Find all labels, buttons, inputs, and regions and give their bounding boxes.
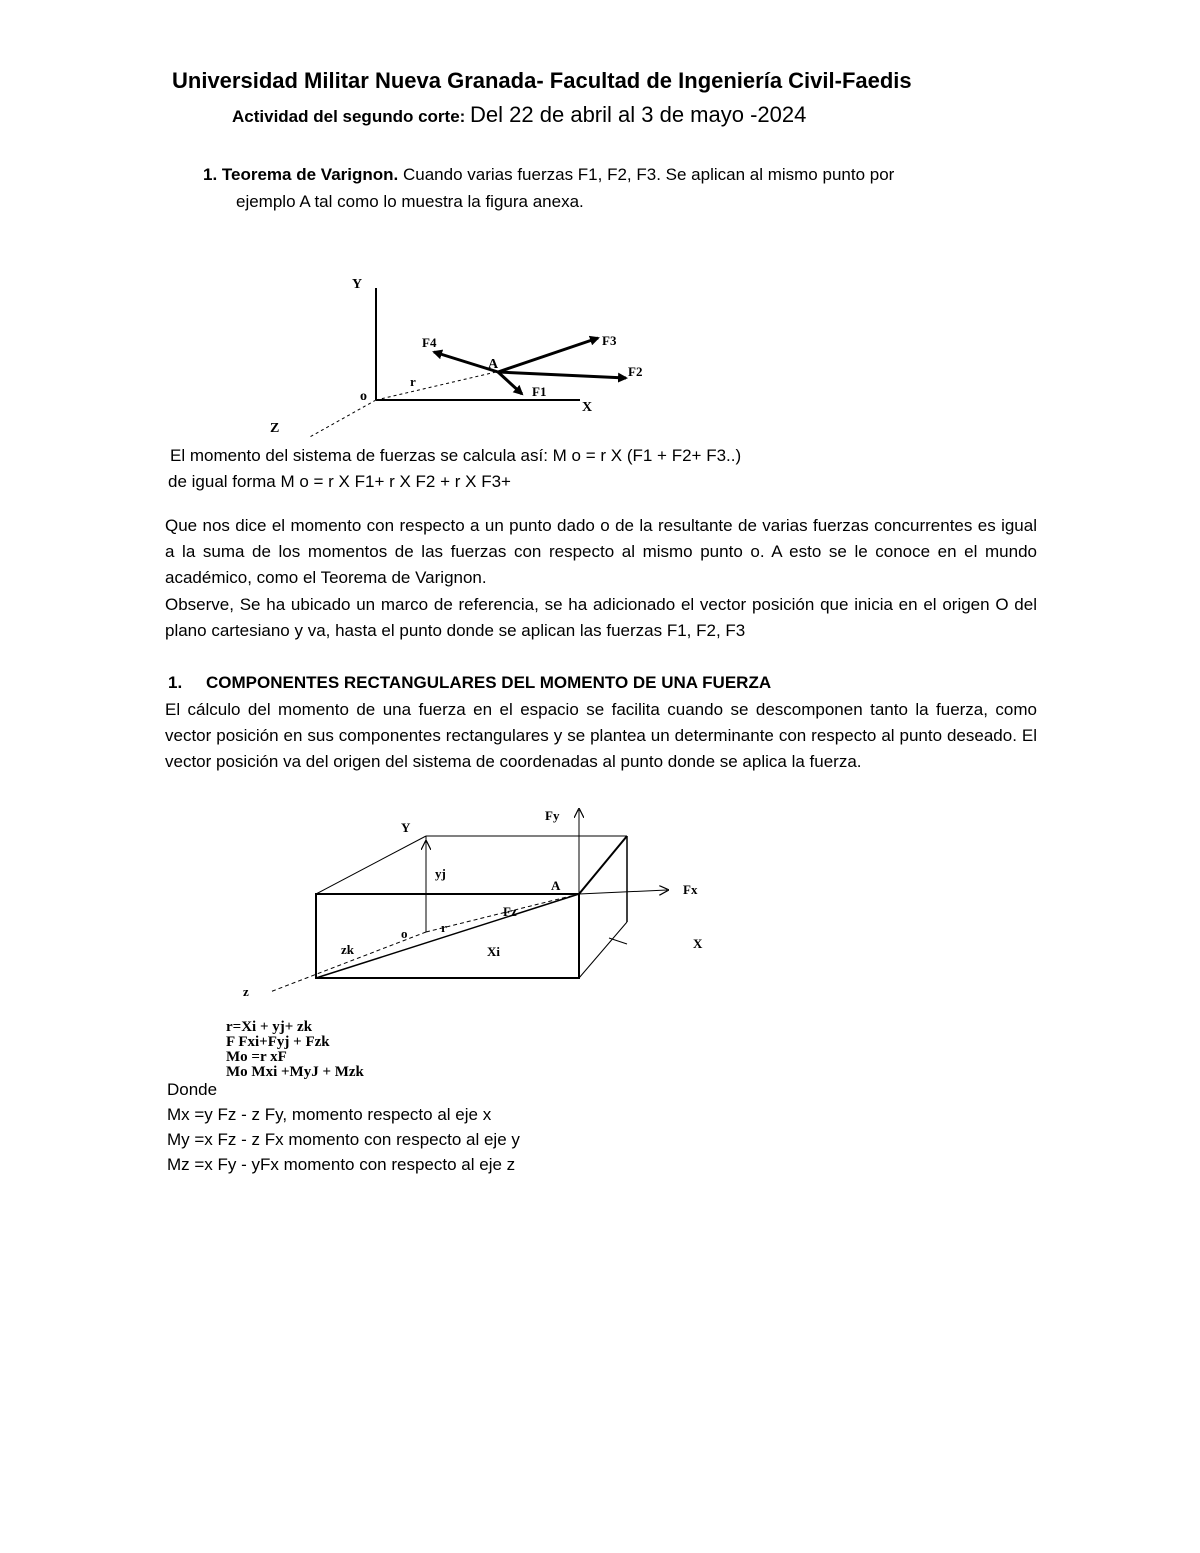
activity-dates: Del 22 de abril al 3 de mayo -2024: [470, 102, 807, 127]
section2-heading: COMPONENTES RECTANGULARES DEL MOMENTO DE UNA FUERZA: [206, 673, 772, 692]
fx-label: Fx: [683, 882, 698, 897]
force-f1-arrow: [498, 372, 522, 394]
fy-label: Fy: [545, 808, 560, 823]
f3-label: F3: [602, 333, 617, 348]
diagonal-line: [316, 894, 579, 978]
equation-mo-components: Mo Mxi +MyJ + Mzk: [226, 1064, 364, 1080]
section2-heading-number: 1.: [168, 673, 183, 692]
mz-definition: Mz =x Fy - yFx momento con respecto al eje z: [167, 1155, 516, 1174]
equation-f: F Fxi+Fyj + Fzk: [226, 1034, 330, 1050]
fx-arrow: [579, 890, 667, 894]
force-f2-arrow: [498, 372, 626, 378]
varignon-figure: [260, 270, 680, 440]
f1-label: F1: [532, 384, 547, 399]
z-axis-label: z: [243, 984, 249, 999]
section1-heading: 1. Teorema de Varignon.: [203, 165, 399, 184]
f4-label: F4: [422, 335, 437, 350]
zk-label: zk: [341, 942, 354, 957]
activity-label: Actividad del segundo corte:: [232, 107, 466, 126]
yj-label: yj: [435, 866, 446, 881]
z-axis-line: [270, 932, 426, 992]
y-axis-label: Y: [401, 820, 411, 835]
point-a-label: A: [488, 357, 499, 372]
y-axis-label: Y: [352, 277, 363, 292]
equation-r: r=Xi + yj+ zk: [226, 1019, 313, 1035]
origin-label: o: [401, 926, 408, 941]
xi-label: Xi: [487, 944, 500, 959]
equations-block: [226, 1020, 364, 1080]
section1-intro-line1: [203, 162, 894, 188]
donde-label: Donde: [167, 1080, 218, 1099]
position-vector-r: [376, 372, 496, 400]
activity-subtitle: [232, 102, 806, 128]
f2-label: F2: [628, 364, 643, 379]
point-a-label: A: [551, 878, 561, 893]
x-axis-label: X: [582, 400, 593, 415]
rectangular-components-paragraph: El cálculo del momento de una fuerza en el espacio se facilita cuando se descomponen tanto la fuerza, como vector posición en sus componentes rectangulares y se plantea un determinante con respecto al punto deseado. El vector posición va del origen del sistema de coordenadas al punto donde se aplica la fuerza.: [165, 700, 1037, 771]
fz-label: Fz: [503, 904, 517, 919]
box-edge-bottom-right: [579, 922, 627, 978]
section1-intro-text: Cuando varias fuerzas F1, F2, F3. Se aplican al mismo punto por: [398, 165, 895, 184]
moment-formula-line1: El momento del sistema de fuerzas se calcula así: M o = r X (F1 + F2+ F3..): [170, 446, 742, 465]
reference-frame-paragraph: Observe, Se ha ubicado un marco de referencia, se ha adicionado el vector posición que inicia en el origen O del plano cartesiano y va, hasta el punto donde se aplican las fuerzas F1, F2, F3: [165, 595, 1037, 640]
box-edge-top-left: [316, 836, 426, 894]
document-title: Universidad Militar Nueva Granada- Facultad de Ingeniería Civil-Faedis: [172, 68, 912, 93]
mx-definition: Mx =y Fz - z Fy, momento respecto al eje x: [167, 1105, 492, 1124]
z-axis: [308, 400, 376, 438]
my-definition: My =x Fz - z Fx momento con respecto al eje y: [167, 1130, 520, 1149]
rectangular-components-figure: [235, 800, 745, 1000]
r-label: r: [441, 920, 447, 935]
equation-mo-cross: Mo =r xF: [226, 1049, 287, 1065]
section1-intro-line2: ejemplo A tal como lo muestra la figura anexa.: [236, 192, 584, 211]
x-tick: [609, 938, 627, 944]
x-axis-label: X: [693, 936, 703, 951]
origin-label: o: [360, 389, 367, 404]
r-label: r: [410, 374, 416, 389]
box-edge-top-right: [579, 836, 627, 894]
moment-formula-line2: de igual forma M o = r X F1+ r X F2 + r X F3+: [168, 472, 511, 491]
z-axis-label: Z: [270, 421, 280, 436]
varignon-paragraph: Que nos dice el momento con respecto a un punto dado o de la resultante de varias fuerzas concurrentes es igual a la suma de los momentos de las fuerzas con respecto al mismo punto o. A esto se le conoce en el mundo académico, como el Teorema de Varignon.: [165, 516, 1037, 587]
force-f3-arrow: [498, 338, 598, 372]
